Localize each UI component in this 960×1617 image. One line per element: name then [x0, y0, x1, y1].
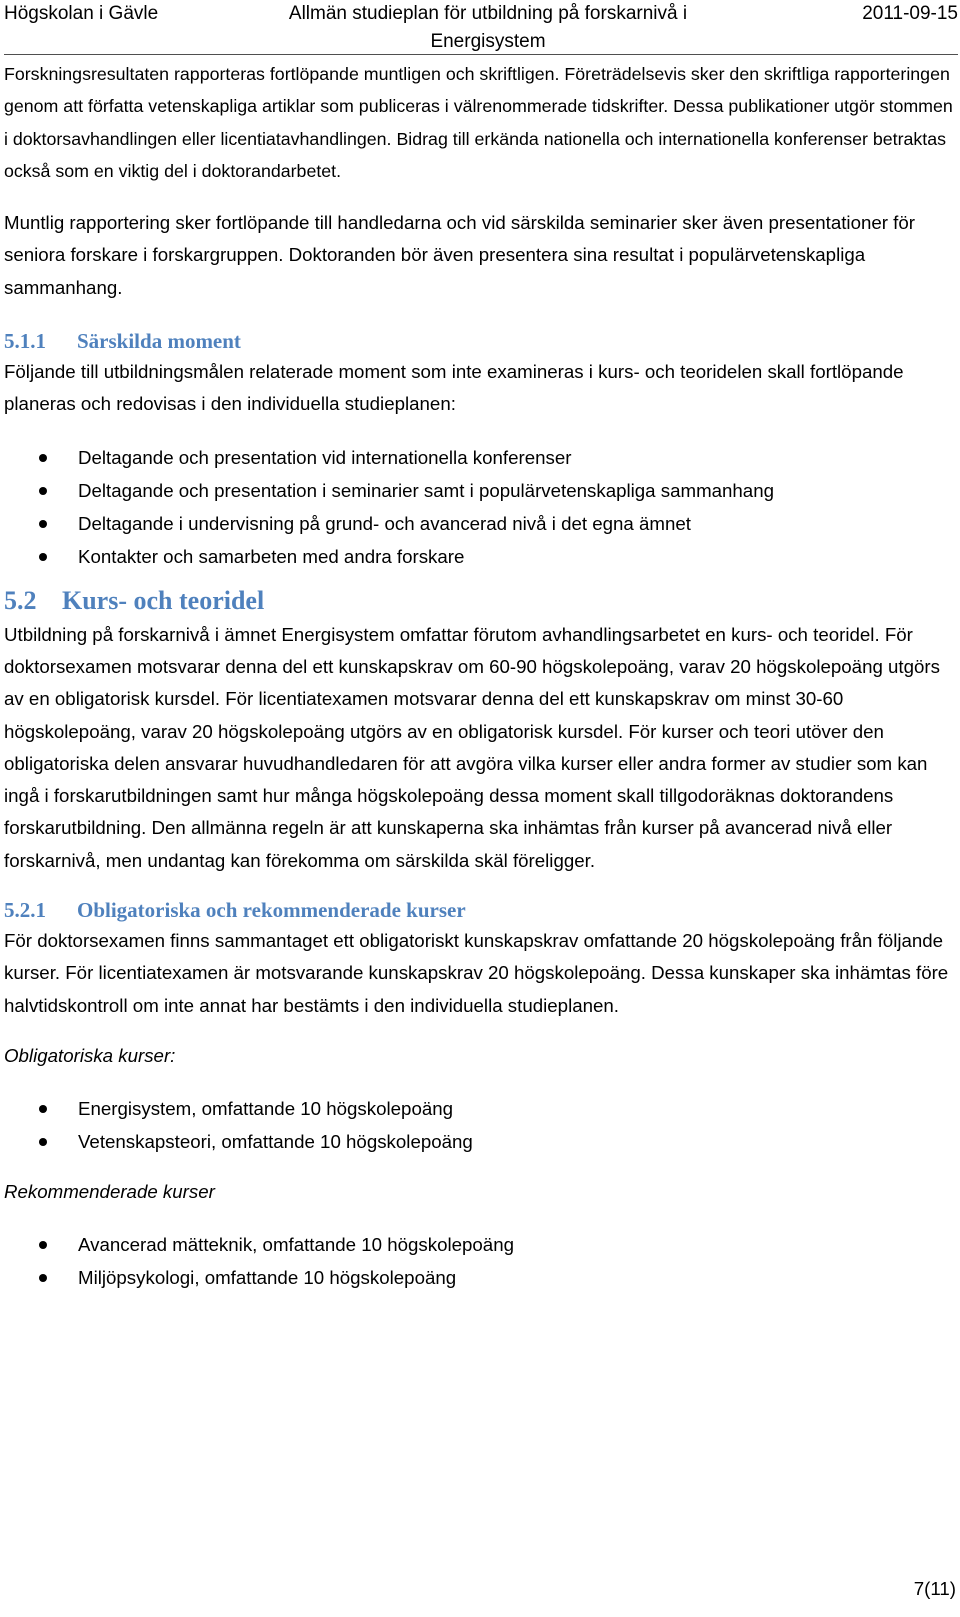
bullet-icon [39, 553, 47, 561]
list-item [4, 1261, 956, 1294]
header-date: 2011-09-15 [862, 3, 958, 24]
list-item [4, 1092, 956, 1125]
header-document-title: Allmän studieplan för utbildning på forskarnivå i Energisystem [288, 3, 688, 52]
list-item-text: Miljöpsykologi, omfattande 10 högskolepoäng [78, 1266, 457, 1288]
heading-number: 5.2.1 [4, 898, 46, 923]
bullet-icon [39, 487, 47, 495]
bullet-icon [39, 1274, 47, 1282]
bullet-icon [39, 454, 47, 462]
list-item-text: Avancerad mätteknik, omfattande 10 högskolepoäng [78, 1233, 514, 1255]
list-item [4, 474, 956, 507]
list-item-text: Kontakter och samarbeten med andra forskare [78, 545, 465, 567]
page-number: 7(11) [913, 1578, 956, 1599]
document-body [4, 58, 956, 1294]
section-5-2-text: Utbildning på forskarnivå i ämnet Energisystem omfattar förutom avhandlingsarbetet en kurs- och teoridel. För doktorsexamen motsvarar denna del ett kunskapskrav om 60-90 högskolepoäng, varav 20 högskolepoäng utgörs av en obligatorisk kursdel. För licentiatexamen motsvarar denna del ett kunskapskrav om minst 30-60 högskolepoäng, varav 20 högskolepoäng utgörs av en obligatorisk kursdel. För kurser och teori utöver den obligatoriska delen ansvarar huvudhandledaren för att avgöra vilka kurser eller andra former av studier som kan ingå i forskarutbildningen samt hur många högskolepoäng dessa moment skall tillgodoräknas doktorandens forskarutbildning. Den allmänna regeln är att kunskaperna ska inhämtas från kurser på avancerad nivå eller forskarnivå, men undantag kan förekomma om särskilda skäl föreligger. [4, 623, 940, 871]
list-item-text: Energisystem, omfattande 10 högskolepoäng [78, 1097, 454, 1119]
heading-5-1-1 [4, 326, 956, 356]
heading-5-2-1 [4, 895, 956, 925]
list-item [4, 507, 956, 540]
heading-number: 5.2 [4, 585, 37, 615]
bullet-icon [39, 1138, 47, 1146]
list-item [4, 1228, 956, 1261]
heading-title: Särskilda moment [77, 329, 241, 354]
bullet-icon [39, 520, 47, 528]
special-moments-list [4, 441, 956, 573]
mandatory-courses-label: Obligatoriska kurser: [4, 1044, 176, 1066]
list-item [4, 540, 956, 573]
list-item-text: Deltagande och presentation vid internationella konferenser [78, 446, 572, 468]
recommended-courses-label: Rekommenderade kurser [4, 1180, 215, 1202]
heading-number: 5.1.1 [4, 329, 46, 354]
list-item-text: Deltagande i undervisning på grund- och avancerad nivå i det egna ämnet [78, 512, 691, 534]
list-item-text: Deltagande och presentation i seminarier samt i populärvetenskapliga sammanhang [78, 479, 774, 501]
recommended-courses-list [4, 1228, 956, 1294]
page-header [4, 0, 958, 55]
heading-5-2 [4, 583, 956, 619]
header-institution: Högskolan i Gävle [4, 3, 159, 24]
list-item [4, 1125, 956, 1158]
paragraph-oral-reporting: Muntlig rapportering sker fortlöpande till handledarna och vid särskilda seminarier sker även presentationer för seniora forskare i forskargruppen. Doktoranden bör även presentera sina resultat i populärvetenskapliga sammanhang. [4, 212, 915, 298]
mandatory-courses-list [4, 1092, 956, 1158]
bullet-icon [39, 1241, 47, 1249]
bullet-icon [39, 1105, 47, 1113]
section-5-1-1-intro: Följande till utbildningsmålen relaterade moment som inte examineras i kurs- och teoridelen skall fortlöpande planeras och redovisas i den individuella studieplanen: [4, 361, 904, 415]
heading-title: Obligatoriska och rekommenderade kurser [77, 898, 466, 923]
paragraph-written-reporting: Forskningsresultaten rapporteras fortlöpande muntligen och skriftligen. Företrädelsevis sker den skriftliga rapporteringen genom att författa vetenskapliga artiklar som publiceras i välrenommerade tidskrifter. Dessa publikationer utgör stommen i doktorsavhandlingen eller licentiatavhandlingen. Bidrag till erkända nationella och internationella konferenser betraktas också som en viktig del i doktorandarbetet. [4, 64, 953, 181]
heading-title: Kurs- och teoridel [62, 585, 265, 615]
list-item [4, 441, 956, 474]
list-item-text: Vetenskapsteori, omfattande 10 högskolepoäng [78, 1130, 473, 1152]
section-5-2-1-text: För doktorsexamen finns sammantaget ett obligatoriskt kunskapskrav omfattande 20 högskolepoäng från följande kurser. För licentiatexamen är motsvarande kunskapskrav 20 högskolepoäng. Dessa kunskaper ska inhämtas före halvtidskontroll om inte annat har bestämts i den individuella studieplanen. [4, 930, 949, 1016]
